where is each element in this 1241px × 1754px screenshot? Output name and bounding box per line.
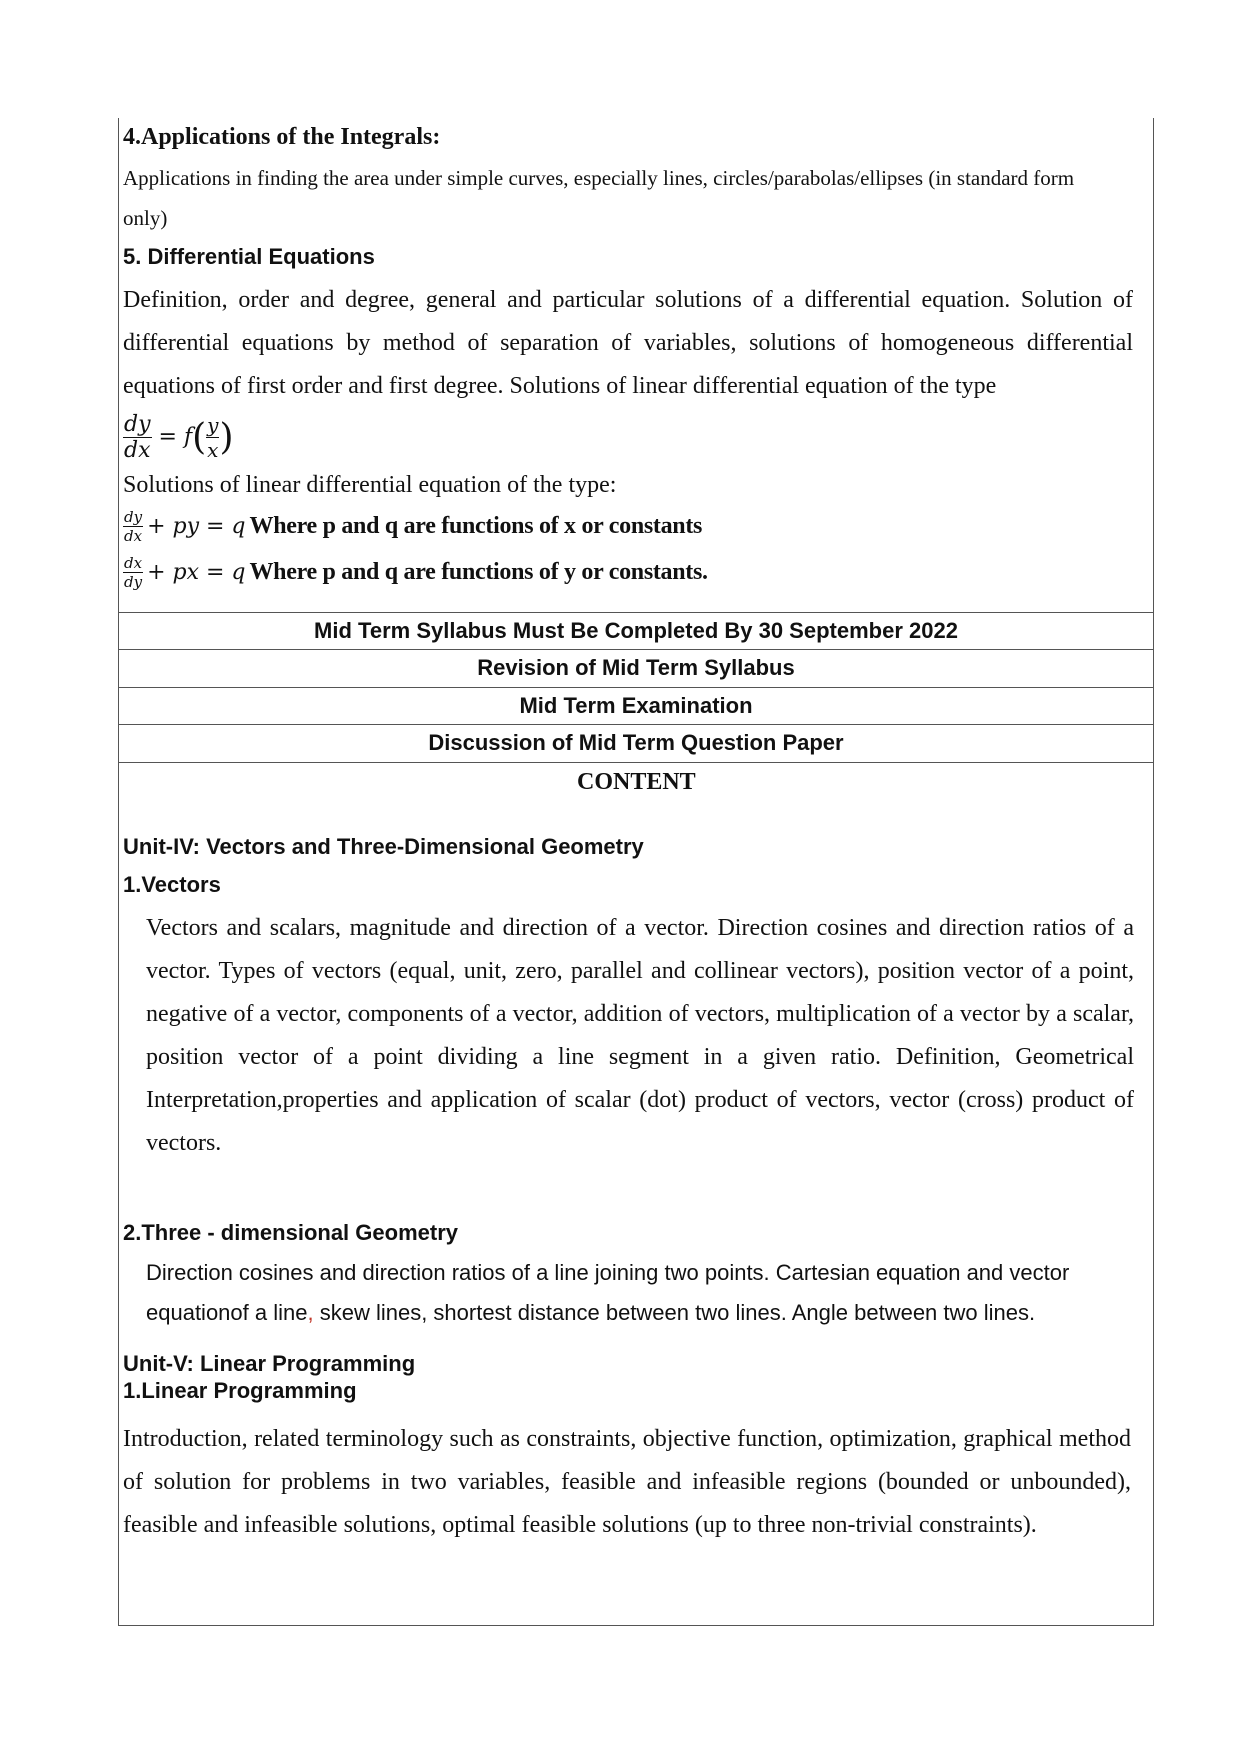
- lp-text: Introduction, related terminology such as constraints, objective function, optimization, graphical method of solution for problems in two variables, feasible and infeasible regions (bounded or unbounded), feasible and infeasible solutions, optimal feasible solutions (up to three non-trivial constraints).: [123, 1426, 1131, 1538]
- row-divider: [119, 762, 1153, 763]
- diffeq-heading: 5. Differential Equations: [123, 244, 375, 269]
- syllabus-table: [118, 118, 1154, 1626]
- eq3-denominator: dy: [123, 573, 143, 591]
- eq1-open-paren: (: [192, 417, 207, 458]
- vectors-heading: 1.Vectors: [123, 872, 221, 897]
- diffeq-text: Definition, order and degree, general and particular solutions of a differential equation. Solution of differential equations by method of separation of variables, solutions of homogeneous differential equations of first order and first degree. Solutions of linear differential equation of the type: [123, 287, 1133, 399]
- homogeneous-equation: [123, 412, 234, 463]
- unit4-heading: Unit-IV: Vectors and Three-Dimensional Geometry: [123, 834, 644, 859]
- eq2-denominator: dx: [124, 527, 143, 545]
- eq1-function: = f: [158, 424, 193, 450]
- revision-row: Revision of Mid Term Syllabus: [477, 655, 795, 680]
- midterm-exam-row: Mid Term Examination: [519, 693, 753, 718]
- linear-type-text: Solutions of linear differential equation of the type:: [123, 472, 617, 498]
- eq1-inner-numerator: y: [207, 413, 219, 437]
- geometry-heading: 2.Three - dimensional Geometry: [123, 1220, 458, 1245]
- discussion-row: Discussion of Mid Term Question Paper: [428, 730, 844, 755]
- eq3-numerator: dx: [124, 554, 143, 572]
- eq1-inner-denominator: x: [207, 438, 219, 462]
- vectors-text: Vectors and scalars, magnitude and direction of a vector. Direction cosines and direction ratios of a vector. Types of vectors (equal, unit, zero, parallel and collinear vectors), position vector of a point, negative of a vector, components of a vector, addition of vectors, multiplication of a vector by a scalar, position vector of a point dividing a line segment in a given ratio. Definition, Geometrical Interpretation,properties and application of scalar (dot) product of vectors, vector (cross) product of vectors.: [146, 915, 1134, 1156]
- geometry-text: [146, 1253, 1106, 1333]
- eq2-expression: + py = q: [147, 514, 246, 539]
- eq1-close-paren: ): [219, 417, 234, 458]
- geometry-text-part-a: Direction cosines and direction ratios of a line joining two points. Cartesian equation and vector equationof a line: [146, 1260, 1070, 1325]
- geometry-red-comma: ,: [307, 1300, 314, 1325]
- eq1-denominator: dx: [124, 438, 151, 463]
- row-divider: [119, 649, 1153, 650]
- content-title: CONTENT: [577, 769, 696, 795]
- linear-equation-y: [123, 554, 708, 591]
- eq1-numerator: dy: [124, 412, 151, 437]
- integrals-heading: 4.Applications of the Integrals:: [123, 124, 441, 150]
- row-divider: [119, 612, 1153, 613]
- eq3-expression: + px = q: [147, 560, 246, 585]
- midterm-deadline-row: Mid Term Syllabus Must Be Completed By 30 September 2022: [314, 618, 958, 643]
- geometry-text-part-b: skew lines, shortest distance between two lines. Angle between two lines.: [313, 1300, 1036, 1325]
- row-divider: [119, 687, 1153, 688]
- eq2-description: Where p and q are functions of x or constants: [249, 513, 703, 539]
- integrals-text: Applications in finding the area under simple curves, especially lines, circles/parabolas/ellipses (in standard form only): [123, 166, 1075, 230]
- unit5-heading: Unit-V: Linear Programming: [123, 1351, 416, 1376]
- linear-equation-x: [123, 508, 702, 545]
- eq2-numerator: dy: [124, 508, 143, 526]
- row-divider: [119, 724, 1153, 725]
- lp-heading: 1.Linear Programming: [123, 1378, 357, 1403]
- eq3-description: Where p and q are functions of y or constants.: [249, 559, 708, 585]
